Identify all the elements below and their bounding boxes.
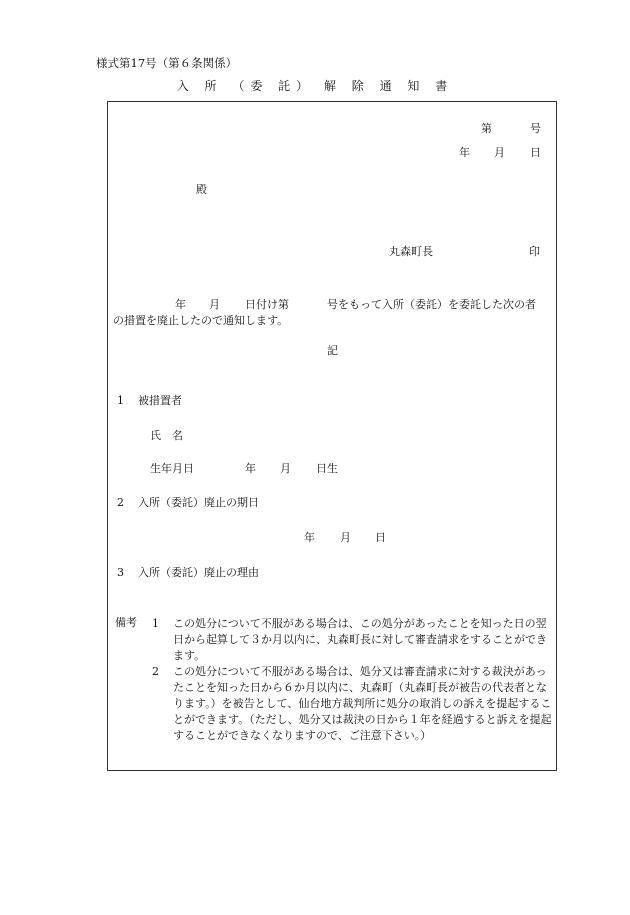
- date2-day: 日: [375, 531, 386, 544]
- date-year: 年: [459, 146, 470, 159]
- note-number: 1: [152, 617, 159, 630]
- item3-number: 3: [117, 566, 124, 579]
- date2-year: 年: [304, 531, 315, 544]
- date-day: 日: [530, 146, 541, 159]
- body-year: 年: [175, 298, 186, 311]
- birth-month: 月: [280, 462, 291, 475]
- birth-day: 日生: [316, 462, 338, 475]
- item1-label: 被措置者: [138, 394, 182, 407]
- notes-heading: 備考: [115, 616, 137, 629]
- note-text: この処分について不服がある場合は、処分又は審査請求に対する裁決があったことを知った日から６か月以内に、丸森町（丸森町長が被告の代表者となります。）を被告として、仙台地方裁判所に処分の取消しの訴えを提起することができます。（ただし、処分又は裁決の日から１年を経過すると訴えを提起することができなくなりますので、ご注意下さい。）: [173, 665, 552, 742]
- body-month: 月: [209, 298, 220, 311]
- note-number: 2: [152, 665, 159, 678]
- name-label: 氏 名: [150, 429, 183, 442]
- date2-month: 月: [340, 531, 351, 544]
- item2-number: 2: [117, 496, 124, 509]
- note-text: この処分について不服がある場合は、この処分があったことを知った日の翌日から起算して３か月以内に、丸森町長に対して審査請求をすることができます。: [173, 617, 547, 662]
- item1-number: 1: [117, 394, 124, 407]
- number-prefix: 第: [481, 122, 492, 135]
- recipient-suffix: 殿: [196, 183, 207, 196]
- birth-label: 生年月日: [150, 462, 194, 475]
- document-title: 入 所 （委 託） 解 除 通 知 書: [176, 79, 454, 93]
- body-dated-no: 日付け第: [245, 298, 289, 311]
- body-line1-rest: 号をもって入所（委託）を委託した次の者: [327, 298, 536, 311]
- date-month: 月: [494, 146, 505, 159]
- number-suffix: 号: [530, 122, 541, 135]
- birth-year: 年: [245, 462, 256, 475]
- issuer: 丸森町長: [389, 245, 433, 258]
- item2-label: 入所（委託）廃止の期日: [138, 496, 259, 509]
- body-line2: の措置を廃止したので通知します。: [113, 314, 289, 327]
- seal-mark: 印: [529, 245, 540, 258]
- form-label: 様式第17号（第６条関係）: [96, 56, 238, 70]
- item3-label: 入所（委託）廃止の理由: [138, 566, 259, 579]
- ki-mark: 記: [327, 344, 338, 357]
